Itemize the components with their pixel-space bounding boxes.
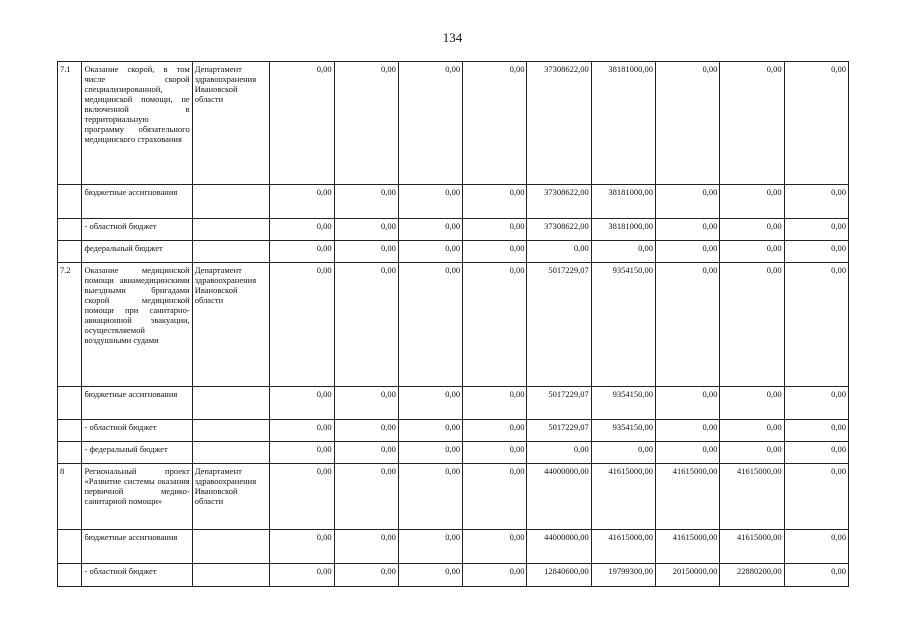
amount-cell: 0,00 (463, 263, 527, 387)
table-row (58, 442, 849, 464)
amount-cell: 0,00 (463, 185, 527, 219)
amount-cell: 41615000,00 (720, 464, 784, 530)
row-number-cell (58, 185, 82, 219)
amount-cell: 0,00 (398, 263, 462, 387)
amount-cell: 37308622,00 (527, 185, 591, 219)
amount-cell: 0,00 (656, 387, 720, 420)
amount-cell: 0,00 (463, 464, 527, 530)
table-row (58, 219, 849, 241)
amount-cell: 0,00 (463, 62, 527, 185)
amount-cell: 0,00 (270, 241, 334, 263)
table-row (58, 564, 849, 587)
row-number-cell (58, 219, 82, 241)
row-number-cell: 7.2 (58, 263, 82, 387)
amount-cell: 0,00 (398, 62, 462, 185)
description-cell: - федеральный бюджет (82, 442, 192, 464)
amount-cell: 0,00 (334, 263, 398, 387)
description-cell: - областной бюджет (82, 420, 192, 442)
executor-cell (192, 185, 270, 219)
amount-cell: 41615000,00 (656, 530, 720, 564)
row-number-cell (58, 564, 82, 587)
amount-cell: 0,00 (720, 442, 784, 464)
amount-cell: 0,00 (784, 241, 848, 263)
amount-cell: 44000000,00 (527, 530, 591, 564)
amount-cell: 0,00 (398, 464, 462, 530)
amount-cell: 0,00 (656, 263, 720, 387)
amount-cell: 0,00 (334, 464, 398, 530)
amount-cell: 0,00 (720, 241, 784, 263)
description-cell: федеральный бюджет (82, 241, 192, 263)
executor-cell (192, 564, 270, 587)
amount-cell: 0,00 (656, 442, 720, 464)
row-number-cell (58, 442, 82, 464)
amount-cell: 0,00 (398, 219, 462, 241)
amount-cell: 19799300,00 (591, 564, 655, 587)
amount-cell: 0,00 (398, 564, 462, 587)
amount-cell: 9354150,00 (591, 420, 655, 442)
amount-cell: 9354150,00 (591, 263, 655, 387)
amount-cell: 0,00 (334, 241, 398, 263)
executor-cell (192, 387, 270, 420)
amount-cell: 0,00 (398, 530, 462, 564)
amount-cell: 0,00 (270, 530, 334, 564)
executor-cell (192, 442, 270, 464)
amount-cell: 37308622,00 (527, 219, 591, 241)
budget-table (57, 61, 849, 587)
amount-cell: 0,00 (656, 185, 720, 219)
table-row (58, 241, 849, 263)
amount-cell: 0,00 (270, 62, 334, 185)
amount-cell: 0,00 (656, 62, 720, 185)
row-number-cell (58, 530, 82, 564)
description-cell: бюджетные ассигнования (82, 185, 192, 219)
amount-cell: 0,00 (334, 387, 398, 420)
table-row (58, 185, 849, 219)
amount-cell: 5017229,07 (527, 387, 591, 420)
amount-cell: 0,00 (270, 464, 334, 530)
amount-cell: 0,00 (463, 442, 527, 464)
amount-cell: 0,00 (398, 241, 462, 263)
executor-cell (192, 219, 270, 241)
row-number-cell: 7.1 (58, 62, 82, 185)
amount-cell: 0,00 (398, 185, 462, 219)
amount-cell: 0,00 (398, 442, 462, 464)
executor-cell: Департамент здравоохранения Ивановской области (192, 464, 270, 530)
executor-cell: Департамент здравоохранения Ивановской области (192, 62, 270, 185)
amount-cell: 5017229,07 (527, 263, 591, 387)
executor-cell (192, 241, 270, 263)
description-cell: - областной бюджет (82, 219, 192, 241)
description-cell: Региональный проект «Развитие системы оказания первичной медико-санитарной помощи» (82, 464, 192, 530)
amount-cell: 38181000,00 (591, 62, 655, 185)
amount-cell: 0,00 (720, 219, 784, 241)
amount-cell: 0,00 (463, 387, 527, 420)
amount-cell: 37308622,00 (527, 62, 591, 185)
amount-cell: 0,00 (784, 530, 848, 564)
amount-cell: 0,00 (270, 185, 334, 219)
amount-cell: 0,00 (720, 62, 784, 185)
amount-cell: 0,00 (784, 564, 848, 587)
amount-cell: 0,00 (270, 263, 334, 387)
row-number-cell: 8 (58, 464, 82, 530)
amount-cell: 0,00 (463, 420, 527, 442)
amount-cell: 0,00 (784, 219, 848, 241)
amount-cell: 0,00 (334, 530, 398, 564)
amount-cell: 0,00 (270, 387, 334, 420)
executor-cell (192, 420, 270, 442)
amount-cell: 0,00 (463, 219, 527, 241)
amount-cell: 0,00 (527, 442, 591, 464)
description-cell: бюджетные ассигнования (82, 530, 192, 564)
amount-cell: 0,00 (784, 387, 848, 420)
amount-cell: 0,00 (334, 185, 398, 219)
row-number-cell (58, 241, 82, 263)
amount-cell: 0,00 (656, 420, 720, 442)
amount-cell: 0,00 (720, 263, 784, 387)
amount-cell: 0,00 (784, 442, 848, 464)
description-cell: бюджетные ассигнования (82, 387, 192, 420)
amount-cell: 20150000,00 (656, 564, 720, 587)
amount-cell: 0,00 (784, 263, 848, 387)
description-cell: - областной бюджет (82, 564, 192, 587)
description-cell: Оказание скорой, в том числе скорой специализированной, медицинской помощи, не включенной в территориальную программу обязательного медицинского страхования (82, 62, 192, 185)
table-row (58, 387, 849, 420)
executor-cell: Департамент здравоохранения Ивановской области (192, 263, 270, 387)
amount-cell: 0,00 (591, 442, 655, 464)
amount-cell: 0,00 (784, 464, 848, 530)
amount-cell: 0,00 (334, 564, 398, 587)
amount-cell: 0,00 (270, 219, 334, 241)
amount-cell: 5017229,07 (527, 420, 591, 442)
amount-cell: 0,00 (334, 442, 398, 464)
amount-cell: 38181000,00 (591, 219, 655, 241)
amount-cell: 0,00 (270, 564, 334, 587)
amount-cell: 41615000,00 (720, 530, 784, 564)
table-row (58, 263, 849, 387)
amount-cell: 22880200,00 (720, 564, 784, 587)
executor-cell (192, 530, 270, 564)
amount-cell: 41615000,00 (591, 530, 655, 564)
budget-table-body (58, 62, 849, 587)
description-cell: Оказание медицинской помощи авиамедицинскими выездными бригадами скорой медицинской помощи при санитарно-авиационной эвакуации, осуществляемой воздушными судами (82, 263, 192, 387)
table-row (58, 62, 849, 185)
amount-cell: 0,00 (784, 420, 848, 442)
amount-cell: 0,00 (591, 241, 655, 263)
amount-cell: 0,00 (784, 62, 848, 185)
amount-cell: 41615000,00 (656, 464, 720, 530)
amount-cell: 38181000,00 (591, 185, 655, 219)
amount-cell: 0,00 (334, 219, 398, 241)
amount-cell: 0,00 (463, 241, 527, 263)
amount-cell: 0,00 (398, 420, 462, 442)
amount-cell: 0,00 (656, 241, 720, 263)
amount-cell: 0,00 (463, 564, 527, 587)
table-row (58, 420, 849, 442)
amount-cell: 0,00 (270, 420, 334, 442)
amount-cell: 0,00 (720, 387, 784, 420)
table-row (58, 464, 849, 530)
amount-cell: 0,00 (527, 241, 591, 263)
amount-cell: 0,00 (334, 420, 398, 442)
amount-cell: 44000000,00 (527, 464, 591, 530)
amount-cell: 0,00 (334, 62, 398, 185)
amount-cell: 0,00 (656, 219, 720, 241)
row-number-cell (58, 387, 82, 420)
amount-cell: 9354150,00 (591, 387, 655, 420)
amount-cell: 12840600,00 (527, 564, 591, 587)
amount-cell: 0,00 (784, 185, 848, 219)
amount-cell: 0,00 (463, 530, 527, 564)
amount-cell: 0,00 (270, 442, 334, 464)
row-number-cell (58, 420, 82, 442)
page-number: 134 (442, 30, 463, 45)
amount-cell: 0,00 (720, 420, 784, 442)
amount-cell: 0,00 (720, 185, 784, 219)
amount-cell: 0,00 (398, 387, 462, 420)
amount-cell: 41615000,00 (591, 464, 655, 530)
table-row (58, 530, 849, 564)
